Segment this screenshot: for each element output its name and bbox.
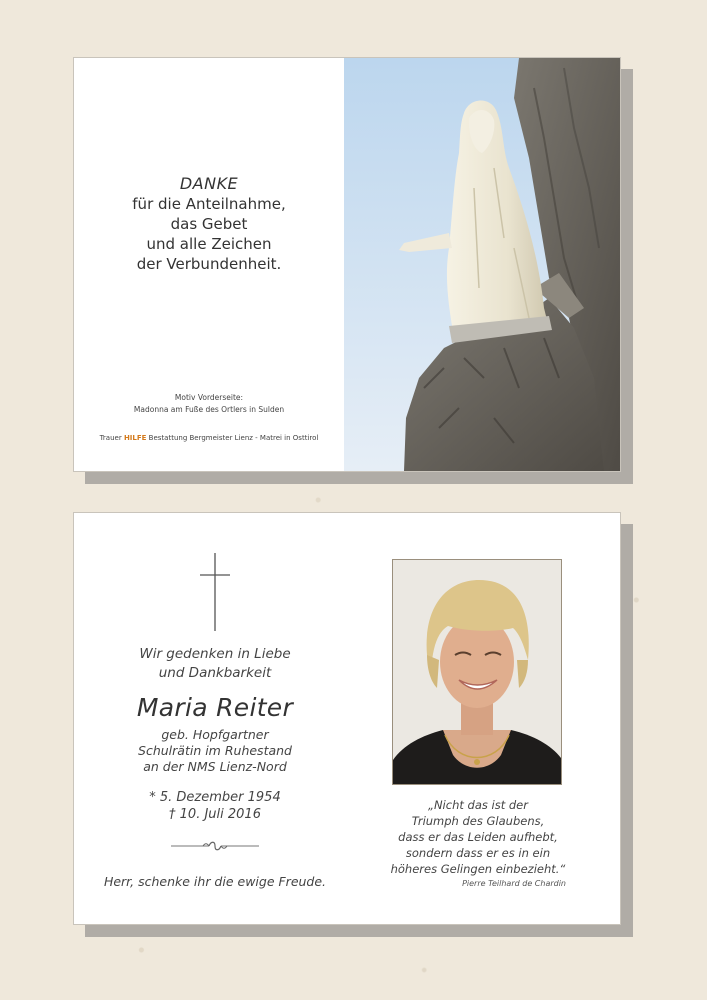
deceased-name: Maria Reiter — [136, 693, 294, 722]
madonna-statue-image — [344, 58, 620, 471]
thank-you-card-back — [73, 57, 621, 472]
motif-text: Madonna am Fuße des Ortlers in Sulden — [133, 405, 285, 414]
birth-date: * 5. Dezember 1954 — [149, 790, 281, 805]
ornament-divider-icon — [169, 839, 261, 853]
motif-label: Motiv Vorderseite: — [174, 393, 244, 402]
thanks-line: das Gebet — [170, 215, 248, 233]
quote-line: sondern dass er es in ein — [405, 846, 551, 860]
thanks-line: und alle Zeichen — [146, 235, 272, 253]
portrait-photo — [392, 559, 562, 785]
credit-brand: HILFE — [123, 434, 147, 442]
madonna-photo — [344, 58, 620, 471]
memory-line: und Dankbarkeit — [158, 665, 272, 681]
credit-suffix: Bestattung Bergmeister Lienz - Matrei in Osttirol — [148, 434, 319, 442]
memory-text — [74, 645, 356, 683]
thanks-line: der Verbundenheit. — [136, 255, 282, 273]
thanks-block — [74, 174, 344, 274]
portrait-image — [393, 560, 561, 784]
prayer-line: Herr, schenke ihr die ewige Freude. — [103, 874, 327, 889]
quote-line: „Nicht das ist der — [428, 798, 528, 812]
cross-icon — [200, 553, 230, 631]
motif-caption — [74, 392, 344, 416]
quote-line: höheres Gelingen einbezieht.“ — [390, 862, 566, 876]
funeral-home-credit — [74, 434, 344, 442]
memory-line: Wir gedenken in Liebe — [139, 646, 291, 662]
bio-line: geb. Hopfgartner — [161, 727, 269, 742]
thanks-line: für die Anteilnahme, — [132, 195, 286, 213]
quote-line: Triumph des Glaubens, — [411, 814, 545, 828]
bio-line: Schulrätin im Ruhestand — [138, 743, 292, 758]
quote-author: Pierre Teilhard de Chardin — [462, 879, 566, 888]
credit-prefix: Trauer — [99, 434, 122, 442]
thanks-title: DANKE — [179, 174, 239, 193]
quote-line: dass er das Leiden aufhebt, — [398, 830, 558, 844]
life-dates — [74, 789, 356, 823]
memorial-card-front — [73, 512, 621, 925]
bio-line: an der NMS Lienz-Nord — [143, 759, 287, 774]
deceased-bio — [74, 727, 356, 775]
thank-you-text-panel — [74, 58, 344, 471]
quote-text — [370, 797, 586, 877]
death-date: † 10. Juli 2016 — [169, 807, 261, 822]
memorial-text-panel — [74, 513, 356, 924]
